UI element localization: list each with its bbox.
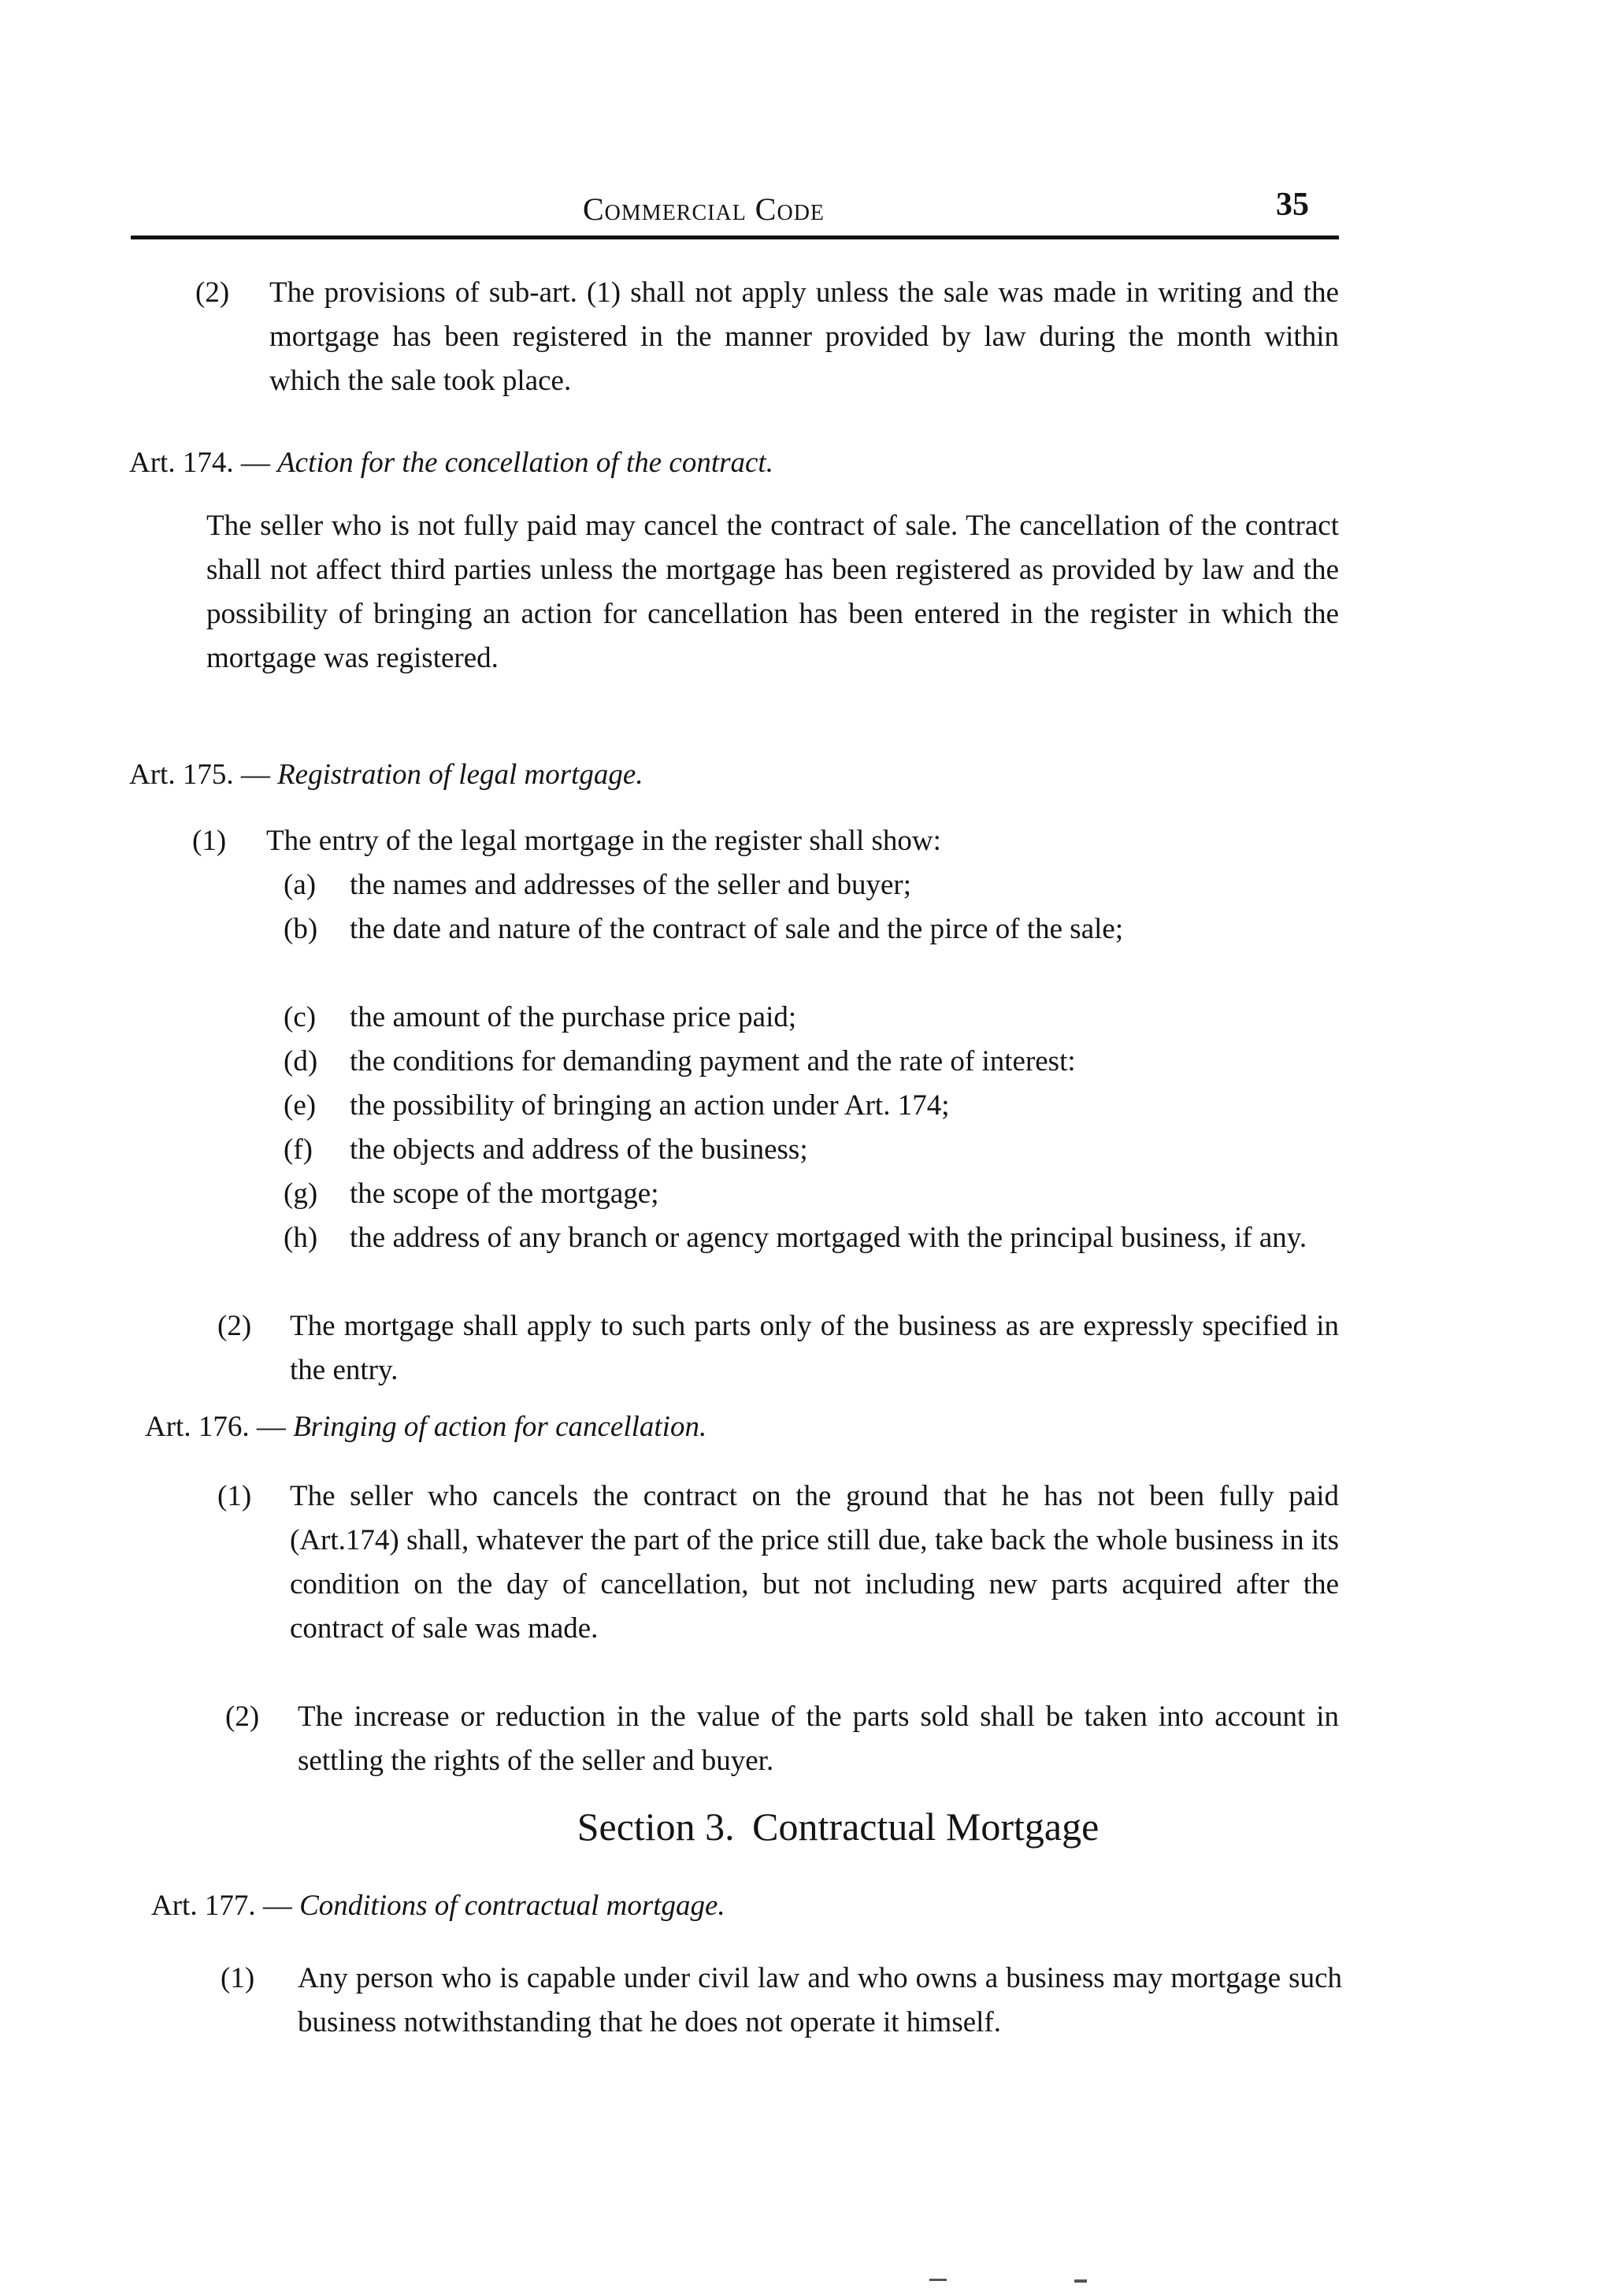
art177-title: Conditions of contractual mortgage.: [299, 1890, 725, 1922]
art175-sub1-text: The entry of the legal mortgage in the register shall show:: [266, 825, 941, 857]
item-f-number: (f): [284, 1133, 313, 1166]
art174-number: Art. 174. —: [129, 447, 270, 479]
section-label: Section 3.: [577, 1805, 735, 1849]
item-c-text: the amount of the purchase price paid;: [350, 1001, 797, 1033]
art174-title: Action for the concellation of the contract.: [277, 447, 773, 479]
art175-sub2-text: The mortgage shall apply to such parts only of the business as are expressly specified in the entry.: [290, 1310, 1339, 1386]
item-d-number: (d): [284, 1045, 318, 1078]
art176-title: Bringing of action for cancellation.: [293, 1411, 707, 1443]
header-rule: [131, 236, 1339, 239]
item-g-number: (g): [284, 1178, 318, 1210]
art175-title: Registration of legal mortgage.: [277, 759, 643, 791]
art176-number: Art. 176. —: [145, 1411, 286, 1443]
art176-sub1-number: (1): [217, 1480, 252, 1512]
page-header: [126, 180, 1339, 235]
art174-heading: [129, 441, 773, 485]
scan-mark: [929, 2279, 947, 2281]
art176-heading: [145, 1405, 706, 1449]
item-a-number: (a): [284, 869, 317, 901]
art175-heading: [129, 753, 643, 797]
section-heading: [0, 1801, 1613, 1853]
art175-number: Art. 175. —: [129, 759, 270, 791]
item-b-number: (b): [284, 913, 318, 945]
art177-sub1-text: Any person who is capable under civil law and who owns a business may mortgage such business notwithstanding that he does not operate it himself.: [298, 1962, 1342, 2038]
item-h-number: (h): [284, 1222, 318, 1254]
art173-sub2-number: (2): [195, 276, 230, 309]
running-head: Commercial Code: [583, 191, 825, 227]
item-g-text: the scope of the mortgage;: [350, 1178, 659, 1210]
item-d-text: the conditions for demanding payment and the rate of interest:: [350, 1045, 1076, 1078]
section-title: Contractual Mortgage: [752, 1805, 1099, 1849]
item-e-number: (e): [284, 1089, 317, 1122]
art176-sub2-text: The increase or reduction in the value of the parts sold shall be taken into account in settling the rights of the seller and buyer.: [298, 1701, 1339, 1777]
item-e-text: the possibility of bringing an action under Art. 174;: [350, 1089, 950, 1122]
art175-sub2-number: (2): [217, 1310, 252, 1342]
item-a-text: the names and addresses of the seller and buyer;: [350, 869, 912, 901]
scan-mark: [1074, 2279, 1087, 2283]
art177-heading: [151, 1884, 725, 1928]
item-h-text: the address of any branch or agency mortgaged with the principal business, if any.: [350, 1222, 1307, 1254]
art176-sub2-number: (2): [225, 1701, 260, 1733]
art176-sub1-text: The seller who cancels the contract on the ground that he has not been fully paid (Art.174) shall, whatever the part of the price still due, take back the whole business in its condition on the day of cancellation, but not including new parts acquired after the contract of sale was made.: [290, 1480, 1339, 1645]
art174-text: The seller who is not fully paid may cancel the contract of sale. The cancellation of the contract shall not affect third parties unless the mortgage has been registered as provided by law and the possibility of bringing an action for cancellation has been entered in the register in which the mortgage was registered.: [206, 510, 1339, 674]
item-c-number: (c): [284, 1001, 317, 1033]
item-b-text: the date and nature of the contract of sale and the pirce of the sale;: [350, 913, 1124, 945]
art177-sub1-number: (1): [221, 1962, 255, 1994]
art175-sub1-number: (1): [192, 825, 227, 857]
page-number: 35: [1276, 187, 1309, 223]
art173-sub2-text: The provisions of sub-art. (1) shall not apply unless the sale was made in writing and the mortgage has been registered in the manner provided by law during the month within which the sale took place.: [269, 276, 1339, 397]
art177-number: Art. 177. —: [151, 1890, 292, 1922]
item-f-text: the objects and address of the business;: [350, 1133, 808, 1166]
